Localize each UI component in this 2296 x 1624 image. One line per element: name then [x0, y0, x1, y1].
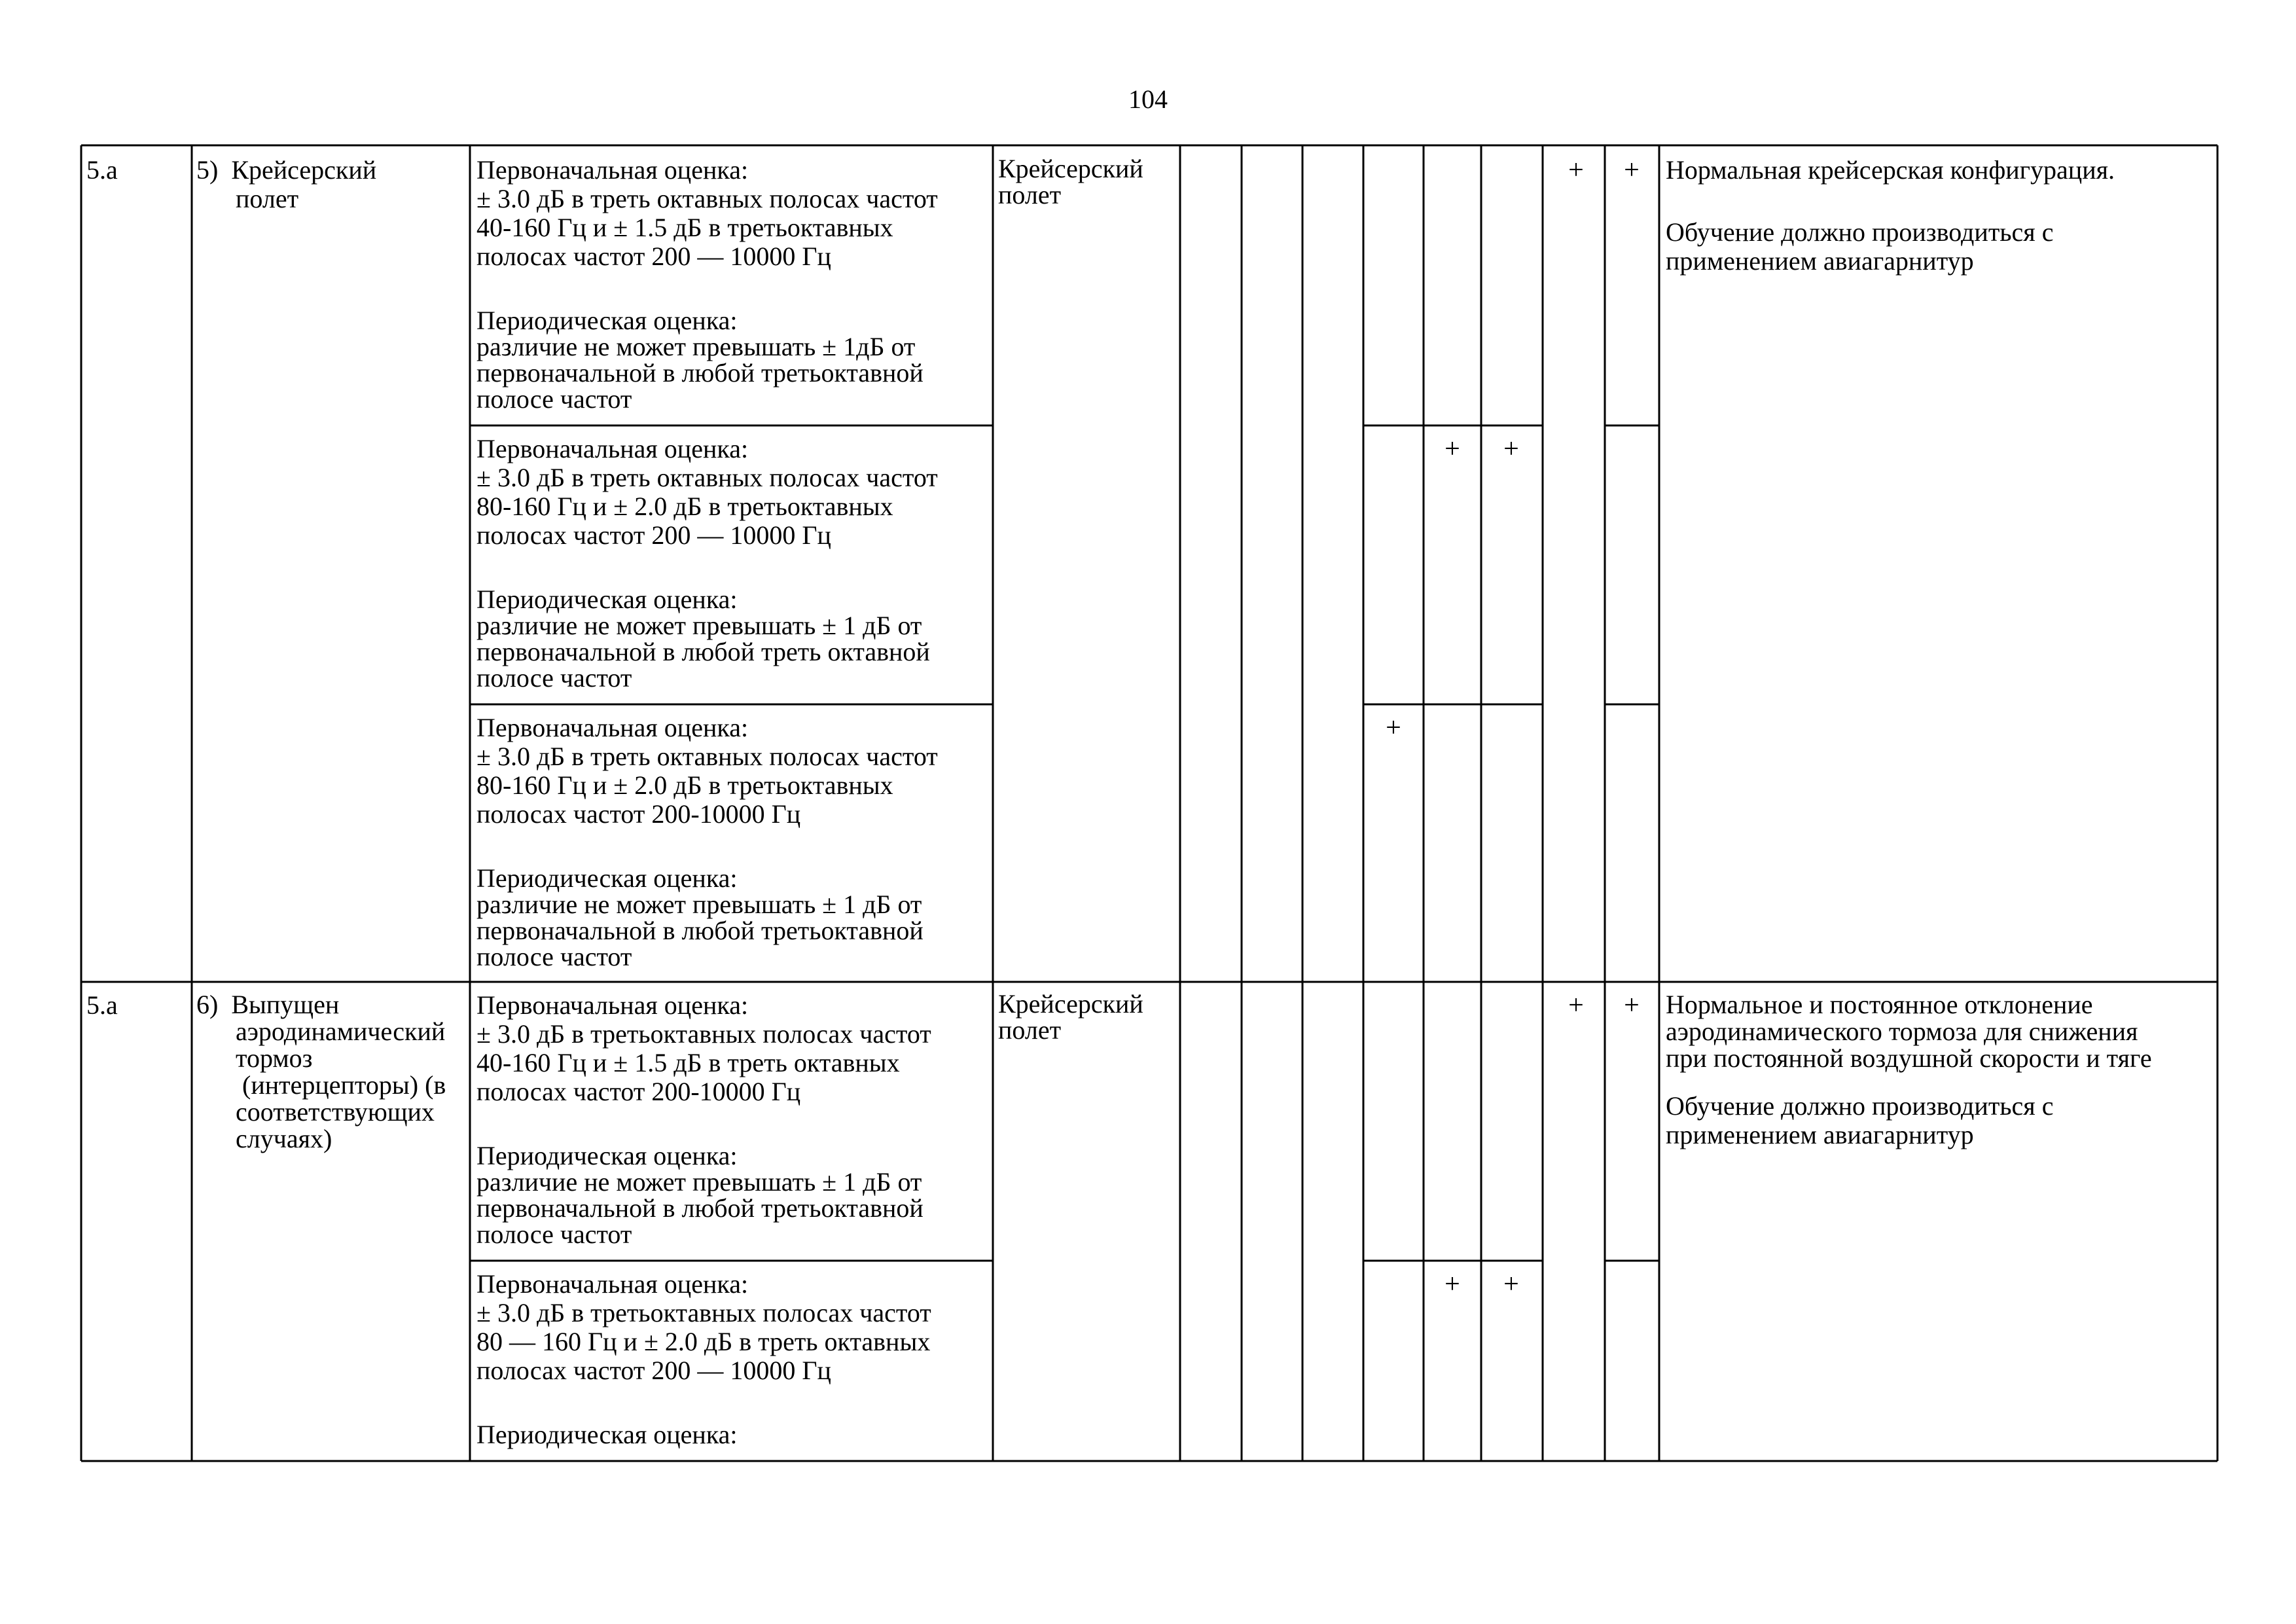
tolerance-periodic: Периодическая оценка: различие не может превышать ± 1 дБ от первоначальной в любой треть октавной полосе частот	[476, 585, 930, 693]
remarks-cell-note: Обучение должно производиться с применением авиагарнитур	[1666, 1091, 2054, 1149]
row-number-cell: 5.a	[86, 990, 118, 1020]
row-number-cell: 5.a	[86, 155, 118, 185]
tolerance-periodic: Периодическая оценка:	[476, 1420, 738, 1449]
tolerance-periodic: Периодическая оценка: различие не может превышать ± 1 дБ от первоначальной в любой третьоктавной полосе частот	[476, 1141, 924, 1249]
tolerance-initial: Первоначальная оценка: ± 3.0 дБ в третьоктавных полосах частот 40-160 Гц и ± 1.5 дБ в треть октавных полосах частот 200-10000 Гц	[476, 990, 931, 1106]
flight-condition-cell: Крейсерский полет	[998, 154, 1143, 209]
tolerance-initial: Первоначальная оценка: ± 3.0 дБ в треть октавных полосах частот 40-160 Гц и ± 1.5 дБ в третьоктавных полосах частот 200 — 10000 Гц	[476, 155, 938, 271]
item-cell: 6) Выпущен аэродинамический тормоз (интерцепторы) (в соответствующих случаях)	[196, 990, 446, 1153]
item-cell: 5) Крейсерский полет	[196, 155, 377, 213]
plus-mark: +	[1568, 155, 1584, 185]
plus-mark: +	[1386, 713, 1401, 743]
plus-mark: +	[1568, 990, 1584, 1020]
page-number: 104	[1128, 84, 1168, 114]
plus-mark: +	[1444, 434, 1460, 464]
tolerance-periodic: Периодическая оценка: различие не может превышать ± 1дБ от первоначальной в любой третьоктавной полосе частот	[476, 306, 924, 414]
remarks-cell-note: Обучение должно производиться с применением авиагарнитур	[1666, 217, 2054, 276]
plus-mark: +	[1624, 990, 1640, 1020]
remarks-cell: Нормальная крейсерская конфигурация.	[1666, 155, 2115, 185]
tolerance-initial: Первоначальная оценка: ± 3.0 дБ в треть октавных полосах частот 80-160 Гц и ± 2.0 дБ в третьоктавных полосах частот 200-10000 Гц	[476, 713, 938, 829]
tolerance-periodic: Периодическая оценка: различие не может превышать ± 1 дБ от первоначальной в любой третьоктавной полосе частот	[476, 863, 924, 971]
tolerance-initial: Первоначальная оценка: ± 3.0 дБ в третьоктавных полосах частот 80 — 160 Гц и ± 2.0 дБ в треть октавных полосах частот 200 — 10000 Гц	[476, 1269, 931, 1385]
flight-condition-cell: Крейсерский полет	[998, 989, 1143, 1045]
tolerance-initial: Первоначальная оценка: ± 3.0 дБ в треть октавных полосах частот 80-160 Гц и ± 2.0 дБ в третьоктавных полосах частот 200 — 10000 Гц	[476, 434, 938, 550]
plus-mark: +	[1624, 155, 1640, 185]
remarks-cell: Нормальное и постоянное отклонение аэродинамического тормоза для снижения при постоянной воздушной скорости и тяге	[1666, 990, 2152, 1073]
plus-mark: +	[1503, 1269, 1519, 1299]
plus-mark: +	[1444, 1269, 1460, 1299]
plus-mark: +	[1503, 434, 1519, 464]
